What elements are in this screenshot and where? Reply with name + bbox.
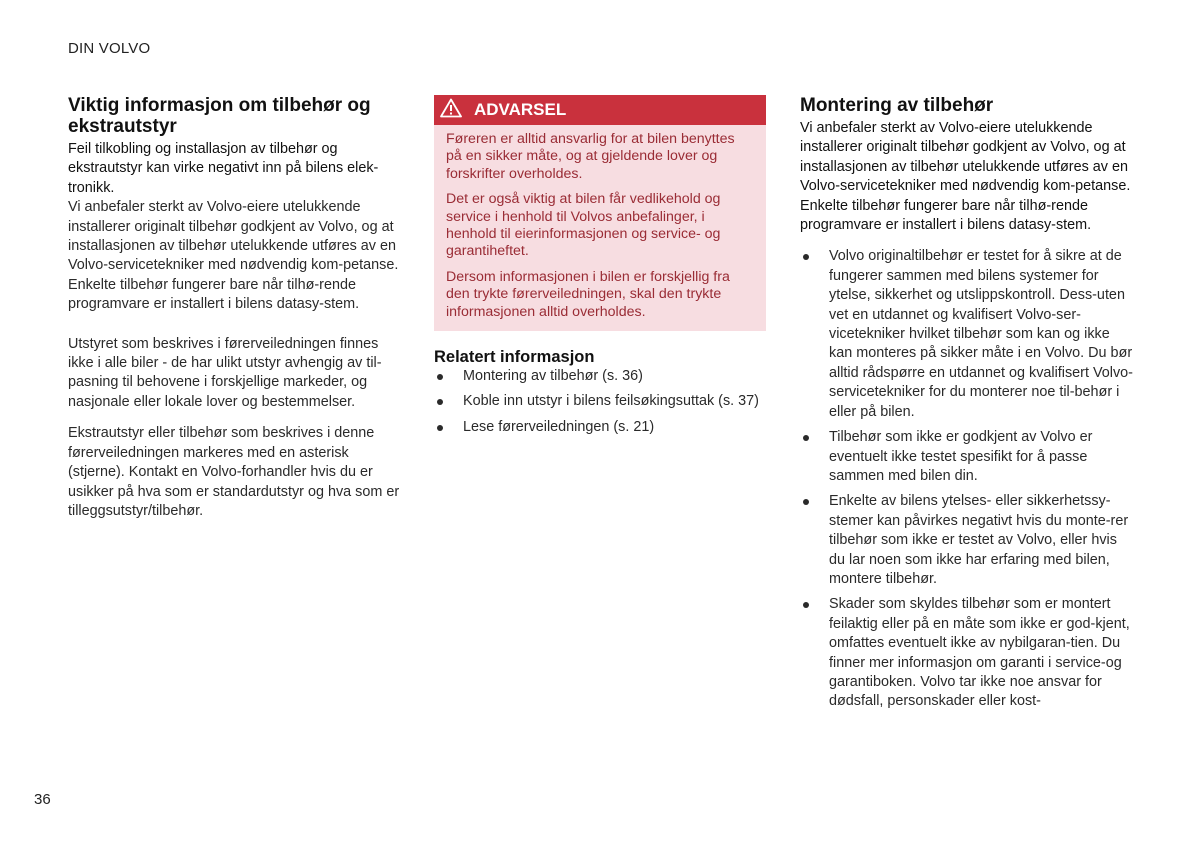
bullet-icon [803,602,809,608]
middle-column [434,95,766,437]
warning-header [434,95,766,125]
bullet-icon [803,435,809,441]
warning-label: ADVARSEL [474,100,567,119]
intro-paragraph: Feil tilkobling og installasjon av tilbehør og ekstrautstyr kan virke negativt inn på bilens elek-tronikk. [68,141,379,196]
section-title-installing-accessories: Montering av tilbehør [800,95,994,116]
list-item: Enkelte av bilens ytelses- eller sikkerhetssy-stemer kan påvirkes negativt hvis du monte-rer tilbehør som ikke er testet av Volvo, eller hvis du lar noen som ikke har erfaring med bilen, montere tilbehør. [800,492,1134,589]
bullet-icon [437,425,443,431]
body-paragraph: Ekstrautstyr eller tilbehør som beskrives i denne førerveiledningen markeres med en asterisk (stjerne). Kontakt en Volvo-forhandler hvis du er usikker på hva som er standardutstyr og hva som er tilleggsutstyr/tilbehør. [68,425,400,519]
intro-paragraph: Vi anbefaler sterkt av Volvo-eiere utelukkende installerer originalt tilbehør godkjent av Volvo, og at installasjonen av tilbehør utelukkende utføres av en Volvo-servicetekniker med nødvendig kom-petanse. Enkelte tilbehør fungerer bare når tilhø-rende programvare er installert i bilens datasy-stem. [800,120,1131,234]
warning-paragraph: Føreren er alltid ansvarlig for at bilen benyttes på en sikker måte, og at gjeldende lover og forskrifter overholdes. [446,131,735,182]
right-column [800,95,1134,712]
warning-body [434,125,766,331]
related-link-accessory-installation[interactable]: Montering av tilbehør (s. 36) [434,367,766,386]
section-title-accessories-info: Viktig informasjon om tilbehør og ekstrautstyr [68,95,371,137]
list-item: Skader som skyldes tilbehør som er montert feilaktig eller på en måte som ikke er god-kjent, omfattes eventuelt ikke av nybilgaran-tien. Du finner mer informasjon om garanti i service-og garantiboken. Volvo tar ikke noe ansvar for dødsfall, personskader eller kost- [800,595,1134,711]
bullet-icon [803,499,809,505]
related-link-read-manual[interactable]: Lese førerveiledningen (s. 21) [434,418,766,437]
left-column [68,95,401,521]
related-info-list [434,367,766,437]
list-item: Volvo originaltilbehør er testet for å sikre at de fungerer sammen med bilens systemer for ytelse, sikkerhet og utslippskontroll. Dess-uten vet en utdannet og kvalifisert Volvo-ser-vicetekniker hvilket tilbehør som kan og ikke kan monteres på sikker måte i en Volvo. Du bør alltid rådspørre en utdannet og kvalifisert Volvo-servicetekniker for du monterer noe til-behør i eller på bilen. [800,247,1134,422]
related-link-diagnostic-socket[interactable]: Koble inn utstyr i bilens feilsøkingsuttak (s. 37) [434,392,766,411]
accessory-notes-list [800,247,1134,711]
running-header: DIN VOLVO [68,40,151,57]
related-info-title: Relatert informasjon [434,348,595,367]
warning-paragraph: Det er også viktig at bilen får vedlikehold og service i henhold til Volvos anbefalinger, i henhold til eierinformasjonen og service- og garantiheftet. [446,191,721,260]
page-number: 36 [34,791,51,808]
warning-triangle-icon [440,98,474,123]
warning-box [434,95,766,331]
bullet-icon [437,399,443,405]
body-paragraph: Vi anbefaler sterkt av Volvo-eiere utelukkende installerer originalt tilbehør godkjent av Volvo, og at installasjonen av tilbehør utelukkende utføres av en Volvo-servicetekniker med nødvendig kom-petanse. Enkelte tilbehør fungerer bare når tilhø-rende programvare er installert i bilens datasy-stem. [68,199,399,313]
warning-paragraph: Dersom informasjonen i bilen er forskjellig fra den trykte førerveiledningen, skal den trykte informasjonen alltid overholdes. [446,268,730,320]
bullet-icon [803,254,809,260]
list-item: Tilbehør som ikke er godkjent av Volvo er eventuelt ikke testet spesifikt for å passe sammen med bilen din. [800,428,1134,486]
bullet-icon [437,374,443,380]
body-paragraph: Utstyret som beskrives i førerveiledningen finnes ikke i alle biler - de har ulikt utstyr avhengig av til-pasning til behovene i forskjellige markeder, og nasjonale eller lokale lover og bestemmelser. [68,335,382,410]
